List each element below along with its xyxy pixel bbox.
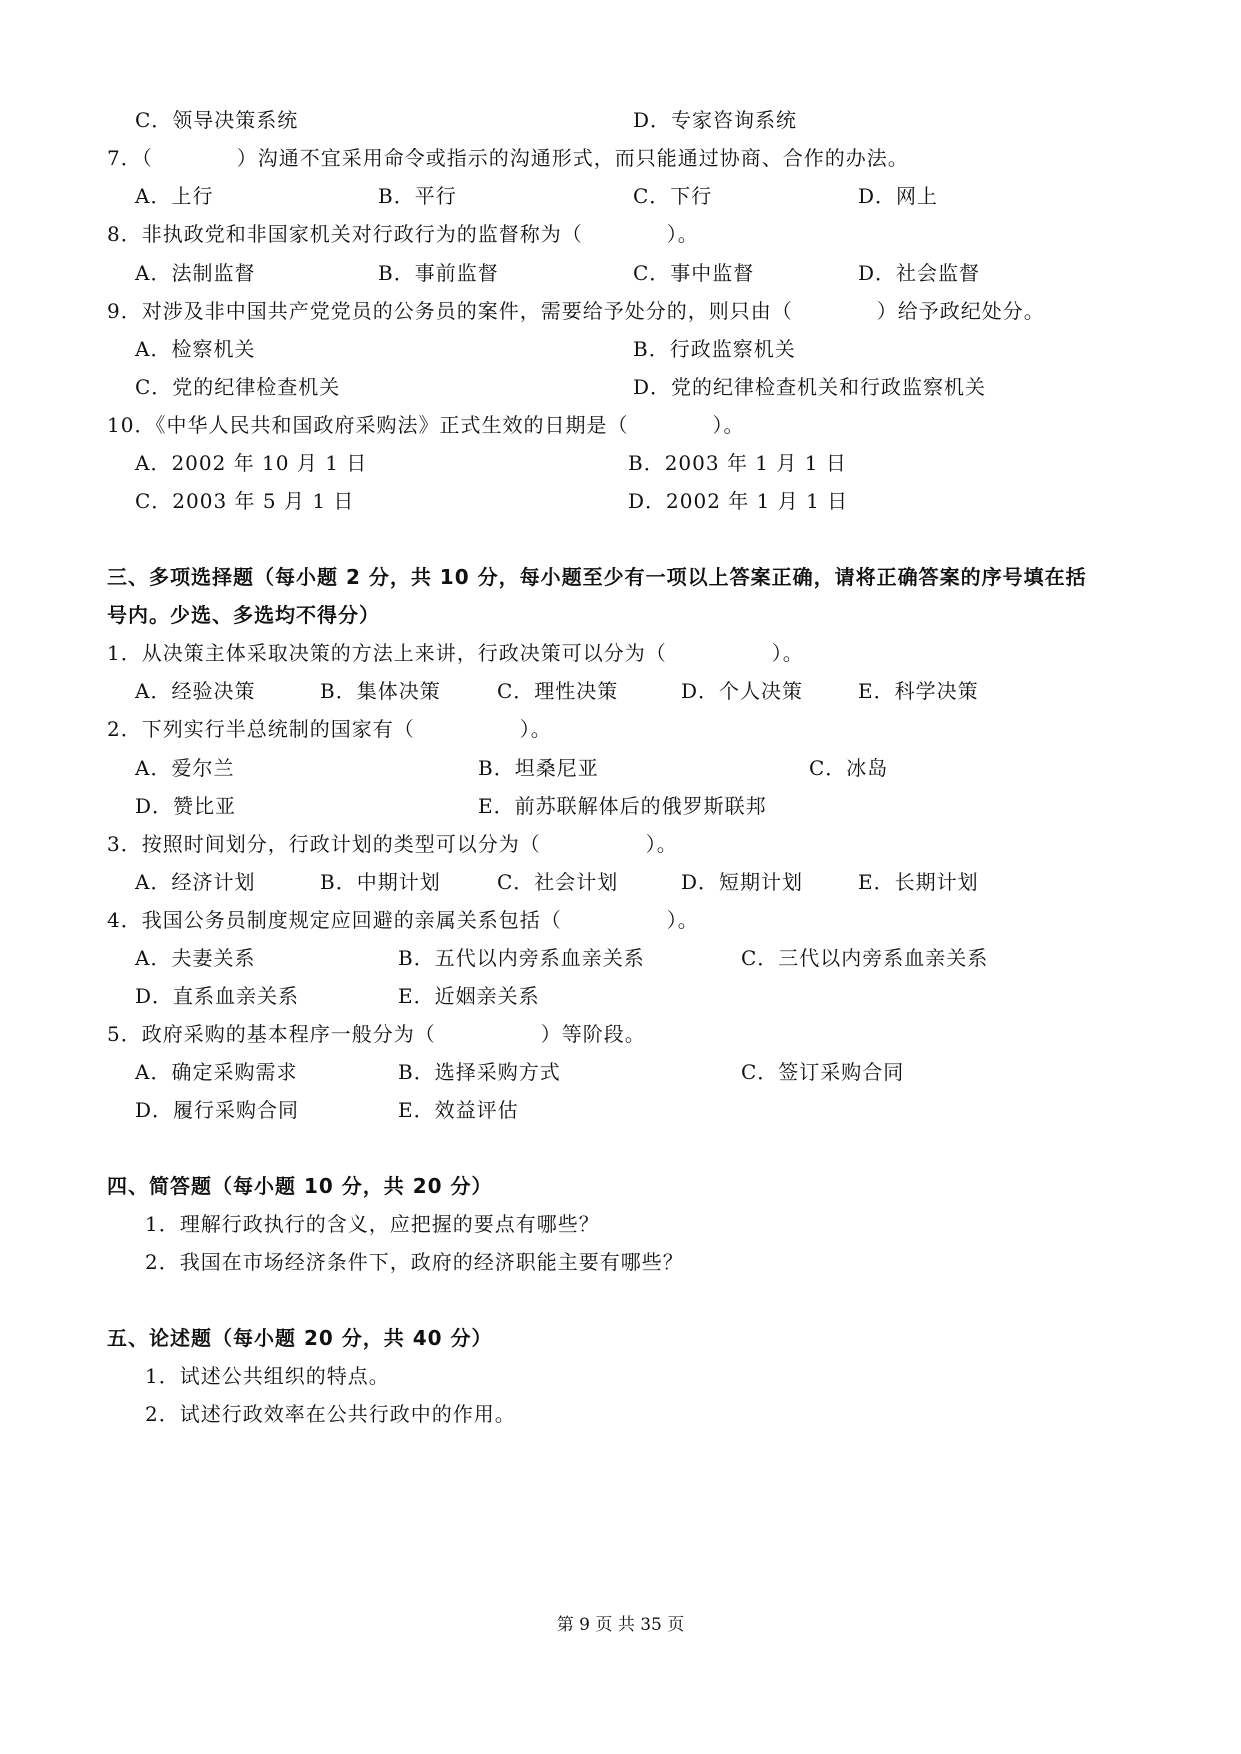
multi-choice-heading-line1: 三、多项选择题（每小题 2 分，共 10 分，每小题至少有一项以上答案正确，请将正确答案的序号填在括 [107,565,1087,589]
mc-q1-option-e: E．科学决策 [858,679,979,703]
q9-option-b: B．行政监察机关 [633,337,796,361]
q6-option-c: C．领导决策系统 [135,108,299,132]
mc-q4-stem: 4．我国公务员制度规定应回避的亲属关系包括（ ）。 [107,908,699,932]
mc-q4-option-e: E．近姻亲关系 [398,984,540,1008]
essay-heading: 五、论述题（每小题 20 分，共 40 分） [107,1326,493,1350]
q6-option-d: D．专家咨询系统 [633,108,798,132]
mc-q1-option-c: C．理性决策 [497,679,619,703]
q10-option-c: C．2003 年 5 月 1 日 [135,489,355,513]
q7-stem: 7．（ ）沟通不宜采用命令或指示的沟通形式，而只能通过协商、合作的办法。 [107,146,909,170]
q9-option-a: A．检察机关 [135,337,256,361]
mc-q3-option-d: D．短期计划 [681,870,804,894]
mc-q1-option-b: B．集体决策 [320,679,441,703]
mc-q5-option-c: C．签订采购合同 [741,1060,905,1084]
q8-option-a: A．法制监督 [135,261,256,285]
q7-option-a: A．上行 [135,184,214,208]
q7-option-d: D．网上 [858,184,939,208]
q9-option-d: D．党的纪律检查机关和行政监察机关 [633,375,987,399]
q9-option-c: C．党的纪律检查机关 [135,375,341,399]
q8-stem: 8．非执政党和非国家机关对行政行为的监督称为（ ）。 [107,222,699,246]
q7-option-c: C．下行 [633,184,713,208]
q10-option-d: D．2002 年 1 月 1 日 [628,489,849,513]
mc-q1-stem: 1．从决策主体采取决策的方法上来讲，行政决策可以分为（ ）。 [107,641,804,665]
q10-option-b: B．2003 年 1 月 1 日 [628,451,847,475]
mc-q2-stem: 2．下列实行半总统制的国家有（ ）。 [107,717,552,741]
short-answer-heading: 四、简答题（每小题 10 分，共 20 分） [107,1174,493,1198]
short-answer-q1: 1．理解行政执行的含义，应把握的要点有哪些？ [145,1212,600,1236]
mc-q3-option-b: B．中期计划 [320,870,441,894]
mc-q5-option-e: E．效益评估 [398,1098,519,1122]
mc-q5-option-d: D．履行采购合同 [135,1098,300,1122]
mc-q2-option-a: A．爱尔兰 [135,756,235,780]
mc-q1-option-a: A．经验决策 [135,679,256,703]
mc-q2-option-c: C．冰岛 [809,756,889,780]
mc-q5-option-a: A．确定采购需求 [135,1060,298,1084]
mc-q2-option-b: B．坦桑尼亚 [478,756,599,780]
q7-option-b: B．平行 [378,184,457,208]
mc-q5-option-b: B．选择采购方式 [398,1060,561,1084]
page-number-footer: 第 9 页 共 35 页 [556,1615,685,1635]
short-answer-q2: 2．我国在市场经济条件下，政府的经济职能主要有哪些？ [145,1250,684,1274]
multi-choice-heading-line2: 号内。少选、多选均不得分） [107,603,380,627]
mc-q2-option-d: D．赞比亚 [135,794,237,818]
mc-q3-option-e: E．长期计划 [858,870,979,894]
mc-q4-option-d: D．直系血亲关系 [135,984,300,1008]
q8-option-c: C．事中监督 [633,261,755,285]
mc-q1-option-d: D．个人决策 [681,679,804,703]
q8-option-d: D．社会监督 [858,261,981,285]
q9-stem: 9．对涉及非中国共产党党员的公务员的案件，需要给予处分的，则只由（ ）给予政纪处分。 [107,299,1045,323]
mc-q3-option-c: C．社会计划 [497,870,619,894]
mc-q5-stem: 5．政府采购的基本程序一般分为（ ）等阶段。 [107,1022,646,1046]
mc-q3-stem: 3．按照时间划分，行政计划的类型可以分为（ ）。 [107,832,678,856]
mc-q4-option-c: C．三代以内旁系血亲关系 [741,946,989,970]
q10-option-a: A．2002 年 10 月 1 日 [135,451,368,475]
q10-stem: 10．《中华人民共和国政府采购法》正式生效的日期是（ ）。 [107,413,745,437]
mc-q3-option-a: A．经济计划 [135,870,256,894]
essay-q1: 1．试述公共组织的特点。 [145,1364,390,1388]
essay-q2: 2．试述行政效率在公共行政中的作用。 [145,1402,516,1426]
mc-q4-option-b: B．五代以内旁系血亲关系 [398,946,645,970]
q8-option-b: B．事前监督 [378,261,499,285]
mc-q4-option-a: A．夫妻关系 [135,946,256,970]
mc-q2-option-e: E．前苏联解体后的俄罗斯联邦 [478,794,767,818]
